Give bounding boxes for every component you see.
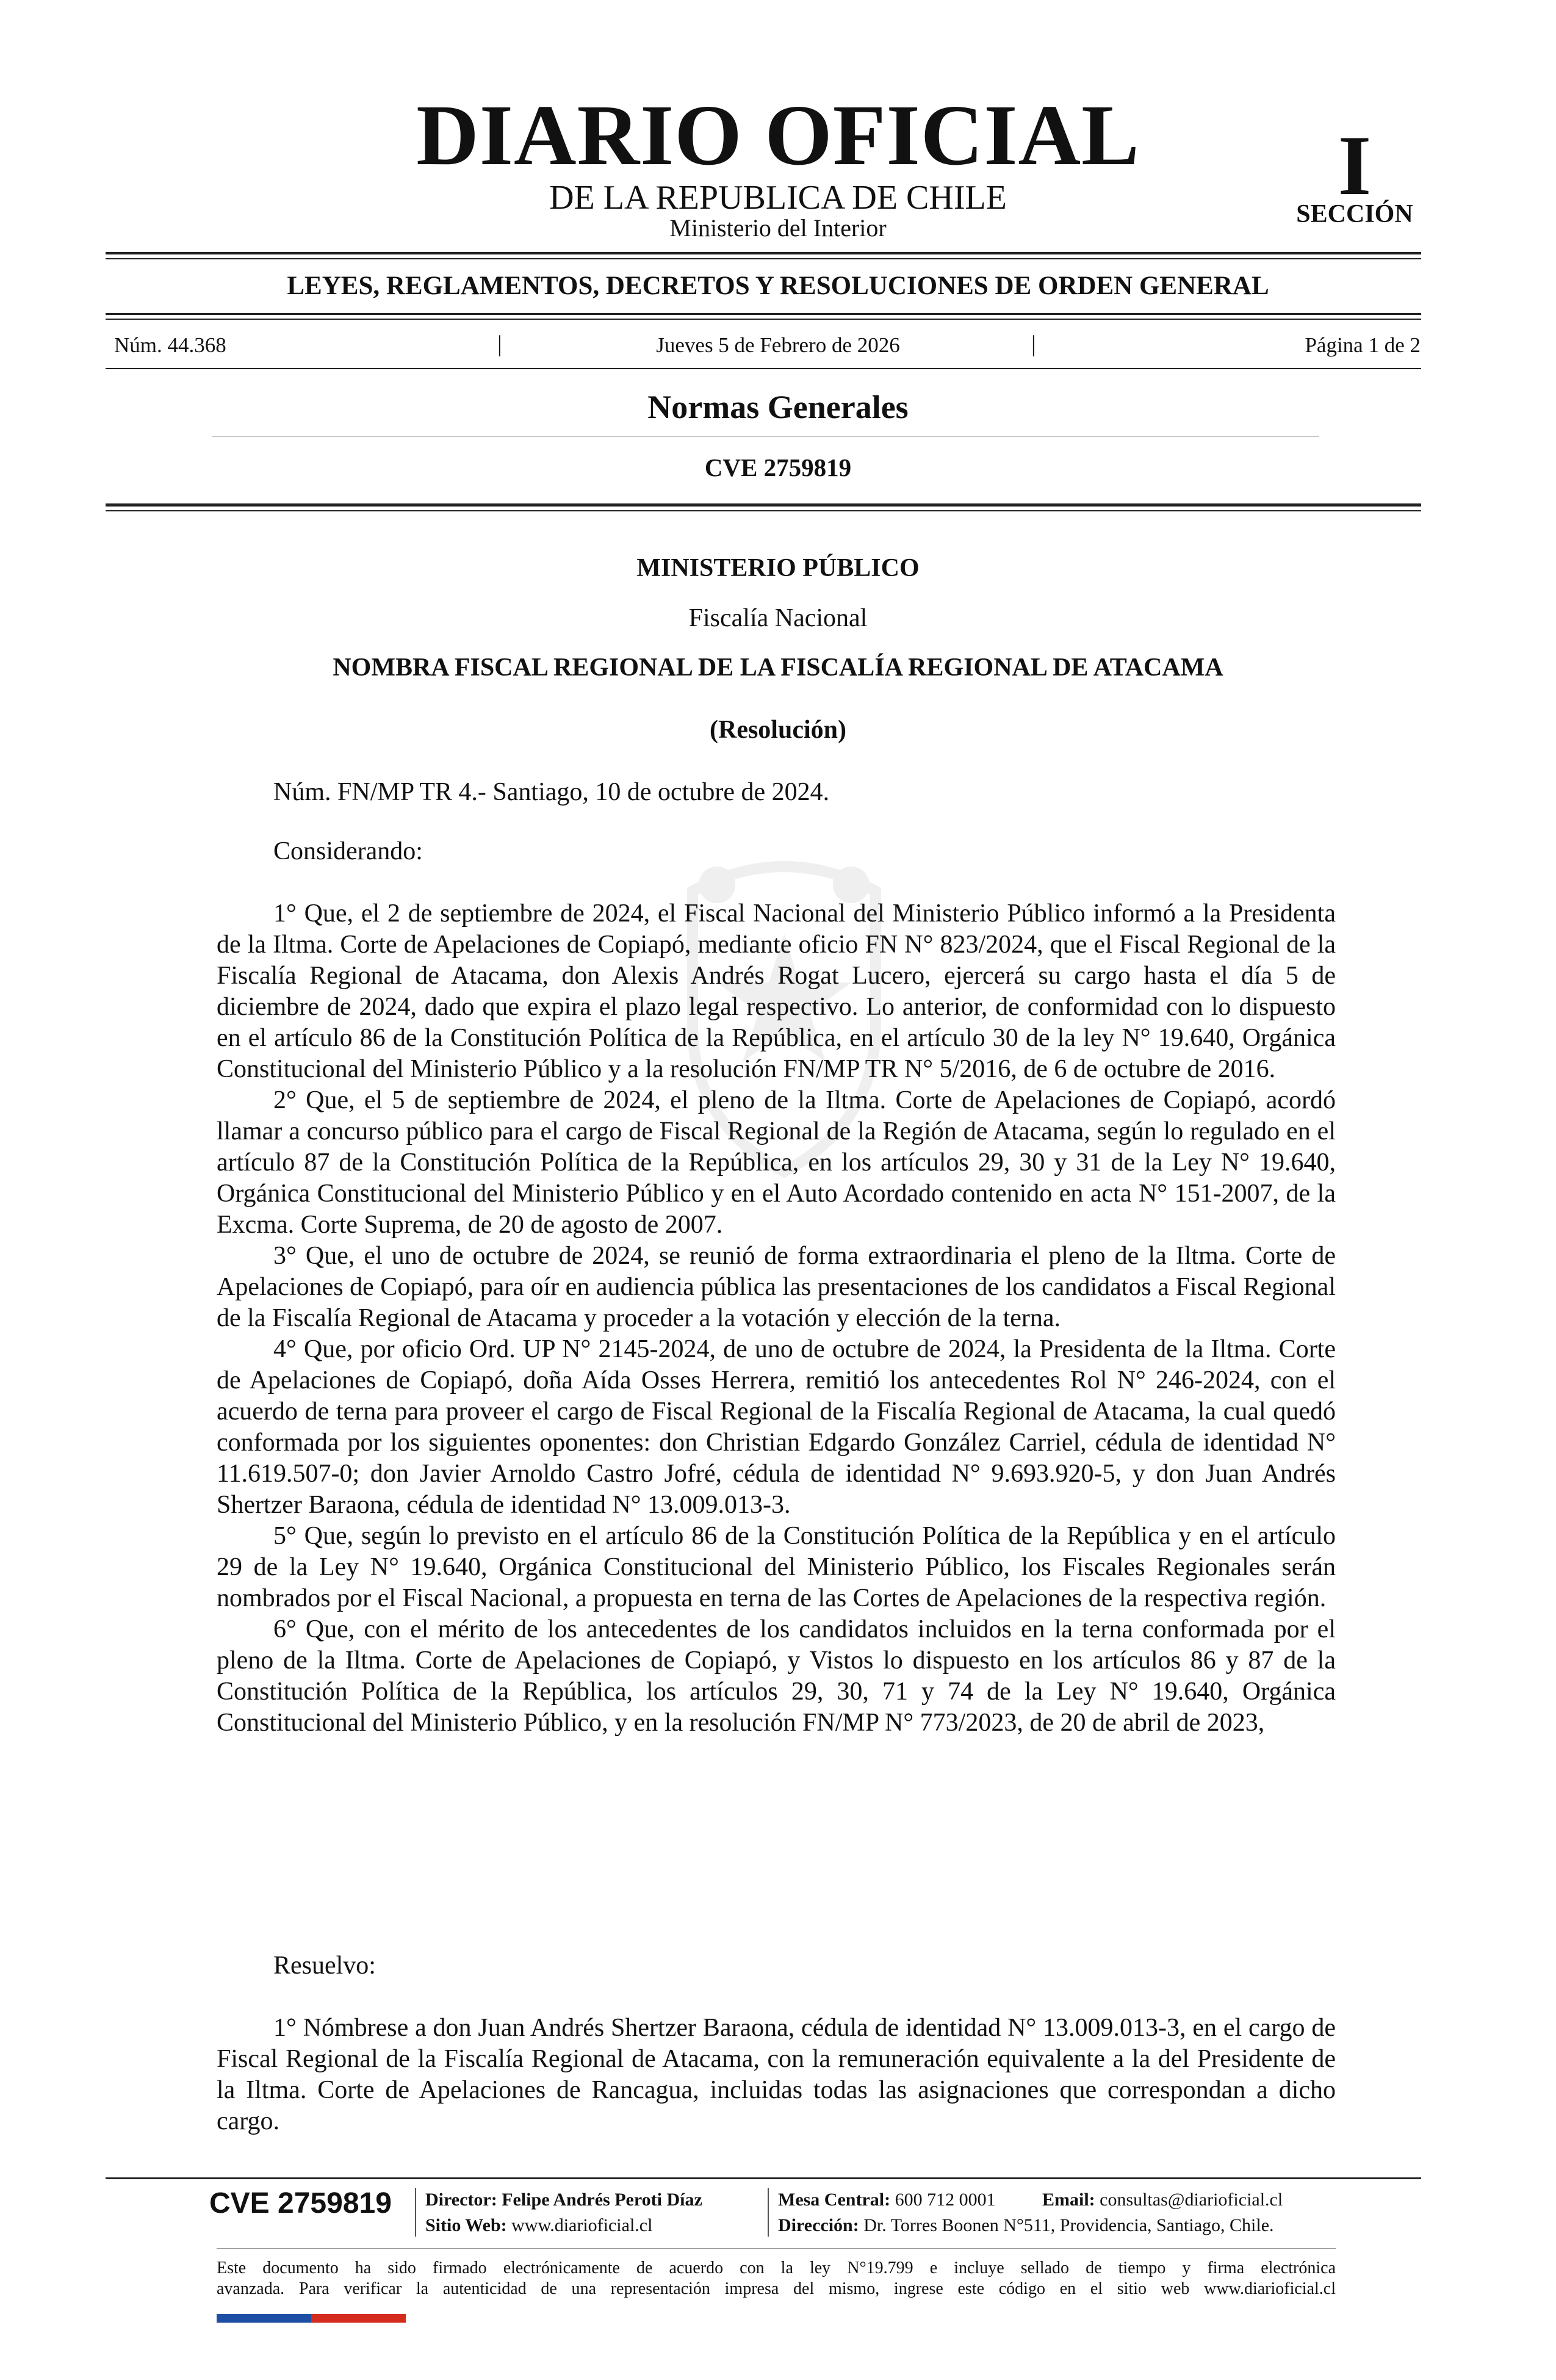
institution-name: MINISTERIO PÚBLICO	[636, 554, 920, 582]
cve-code: CVE 2759819	[704, 453, 852, 481]
header-divider-bottom	[106, 510, 1421, 511]
footer-address	[778, 2216, 1274, 2235]
footer-email-label: Email:	[1042, 2190, 1095, 2210]
resolution-title: NOMBRA FISCAL REGIONAL DE LA FISCALÍA REGIONAL DE ATACAMA	[333, 654, 1223, 682]
footer-disclaimer-line: avanzada. Para verificar la autenticidad de una representación impresa del mismo, ingrese este código en el sitio web www.diarioficial.cl	[217, 2279, 1336, 2298]
resolution-type: (Resolución)	[710, 716, 846, 744]
considerations-list	[217, 898, 1336, 1739]
footer-phone-value: 600 712 0001	[895, 2190, 996, 2210]
footer-website	[425, 2216, 652, 2235]
consideration-paragraph: 5° Que, según lo previsto en el artículo 86 de la Constitución Política de la República y en el artículo 29 de la Ley N° 19.640, Orgánica Constitucional del Ministerio Público, los Fiscales Regionales serán nombrados por el Fiscal Nacional, a propuesta en terna de las Cortes de Apelaciones de la respectiva región.	[217, 1522, 1336, 1612]
footer-director-label: Director:	[425, 2190, 497, 2210]
footer-director-name: Felipe Andrés Peroti Díaz	[502, 2190, 702, 2210]
footer-address-label: Dirección:	[778, 2215, 859, 2235]
footer-disclaimer	[217, 2258, 1336, 2299]
consideration-paragraph: 1° Que, el 2 de septiembre de 2024, el Fiscal Nacional del Ministerio Público informó a la Presidenta de la Iltma. Corte de Apelaciones de Copiapó, mediante oficio FN N° 823/2024, que el Fiscal Regional de la Fiscalía Regional de Atacama, don Alexis Andrés Rogat Lucero, ejercerá su cargo hasta el día 5 de diciembre de 2024, dado que expira el plazo legal respectivo. Lo anterior, de conformidad con lo dispuesto en el artículo 86 de la Constitución Política de la República, en el artículo 30 de la ley N° 19.640, Orgánica Constitucional del Ministerio Público y a la resolución FN/MP TR N° 5/2016, de 6 de octubre de 2016.	[217, 900, 1336, 1083]
page-count: Página 1 de 2	[1305, 333, 1421, 357]
footer-director	[425, 2191, 702, 2209]
footer-phone	[778, 2191, 996, 2209]
consideration-paragraph: 3° Que, el uno de octubre de 2024, se reunió de forma extraordinaria el pleno de la Iltma. Corte de Apelaciones de Copiapó, para oír en audiencia pública las presentaciones de los candidatos a Fiscal Regional de la Fiscalía Regional de Atacama y proceder a la votación y elección de la terna.	[217, 1242, 1336, 1332]
flag-stripe-blue	[217, 2314, 311, 2323]
resolution-paragraph: 1° Nómbrese a don Juan Andrés Shertzer Baraona, cédula de identidad N° 13.009.013-3, en el cargo de Fiscal Regional de la Fiscalía Regional de Atacama, con la remuneración equivalente a la del Presidente de la Iltma. Corte de Apelaciones de Rancagua, incluidas todas las asignaciones que correspondan a dicho cargo.	[217, 2014, 1336, 2135]
issue-date: Jueves 5 de Febrero de 2026	[656, 333, 900, 357]
masthead-ministry: Ministerio del Interior	[669, 214, 887, 242]
consideration-paragraph: 4° Que, por oficio Ord. UP N° 2145-2024, de uno de octubre de 2024, la Presidenta de la Iltma. Corte de Apelaciones de Copiapó, doña Aída Osses Herrera, remitió los antecedentes Rol N° 246-2024, con el acuerdo de terna para proveer el cargo de Fiscal Regional de la Fiscalía Regional de Atacama, la cual quedó conformada por los siguientes oponentes: don Christian Edgardo González Carriel, cédula de identidad N° 11.619.507-0; don Javier Arnoldo Castro Jofré, cédula de identidad N° 9.693.920-5, y don Juan Andrés Shertzer Baraona, cédula de identidad N° 13.009.013-3.	[217, 1335, 1336, 1519]
section-label: SECCIÓN	[1296, 200, 1413, 228]
flag-stripe-red	[311, 2314, 406, 2323]
category-divider-bottom	[106, 319, 1421, 320]
considering-text: Considerando:	[273, 837, 423, 865]
footer-address-value: Dr. Torres Boonen N°511, Providencia, Santiago, Chile.	[863, 2215, 1274, 2235]
masthead-divider-bottom	[106, 258, 1421, 259]
meta-divider	[106, 368, 1421, 369]
section-number: I	[1338, 118, 1372, 213]
category-divider-top	[106, 313, 1421, 315]
footer-website-label: Sitio Web:	[425, 2215, 507, 2235]
resolve-label	[217, 1950, 1336, 1982]
considering-label	[217, 836, 1336, 867]
footer-disclaimer-line: Este documento ha sido firmado electrónicamente de acuerdo con la ley N°19.799 e incluye sellado de tiempo y firma electrónica	[217, 2259, 1336, 2277]
masthead-title: DIARIO OFICIAL	[416, 87, 1140, 183]
footer-cve-code: CVE 2759819	[209, 2187, 392, 2220]
masthead-divider-top	[106, 252, 1421, 254]
resolutions-list	[217, 2013, 1336, 2137]
consideration-paragraph: 6° Que, con el mérito de los antecedentes de los candidatos incluidos en la terna conformada por el pleno de la Iltma. Corte de Apelaciones de Copiapó, y Vistos lo dispuesto en los artículos 86 y 87 de la Constitución Política de la República, los artículos 29, 30, 71 y 74 de la Ley N° 19.640, Orgánica Constitucional del Ministerio Público, y en la resolución FN/MP N° 773/2023, de 20 de abril de 2023,	[217, 1615, 1336, 1737]
category-heading: LEYES, REGLAMENTOS, DECRETOS Y RESOLUCIONES DE ORDEN GENERAL	[287, 272, 1269, 300]
footer-website-link[interactable]: www.diarioficial.cl	[511, 2215, 653, 2235]
footer-email-link[interactable]: consultas@diarioficial.cl	[1100, 2190, 1283, 2210]
header-divider-top	[106, 503, 1421, 507]
resolution-number-line	[217, 777, 1336, 808]
resolution-number-text: Núm. FN/MP TR 4.- Santiago, 10 de octubre de 2024.	[273, 778, 830, 806]
meta-separator: |	[1031, 331, 1036, 357]
footer-vertical-divider	[768, 2188, 769, 2237]
footer-disclaimer-divider	[217, 2248, 1336, 2249]
masthead-subtitle: DE LA REPUBLICA DE CHILE	[549, 179, 1007, 217]
issue-number: Núm. 44.368	[114, 333, 226, 357]
subinstitution-name: Fiscalía Nacional	[688, 604, 868, 632]
resolve-text: Resuelvo:	[273, 1952, 376, 1980]
footer-phone-label: Mesa Central:	[778, 2190, 891, 2210]
section-heading: Normas Generales	[647, 389, 909, 425]
meta-separator: |	[497, 331, 502, 357]
footer-divider	[106, 2177, 1421, 2179]
consideration-paragraph: 2° Que, el 5 de septiembre de 2024, el pleno de la Iltma. Corte de Apelaciones de Copiapó, acordó llamar a concurso público para el cargo de Fiscal Regional de la Región de Atacama, según lo regulado en el artículo 87 de la Constitución Política de la República, en los artículos 29, 30 y 31 de la Ley N° 19.640, Orgánica Constitucional del Ministerio Público y en el Auto Acordado contenido en acta N° 151-2007, de la Excma. Corte Suprema, de 20 de agosto de 2007.	[217, 1086, 1336, 1239]
footer-email	[1042, 2191, 1283, 2209]
footer-vertical-divider	[415, 2188, 416, 2237]
section-heading-underline	[212, 436, 1319, 437]
